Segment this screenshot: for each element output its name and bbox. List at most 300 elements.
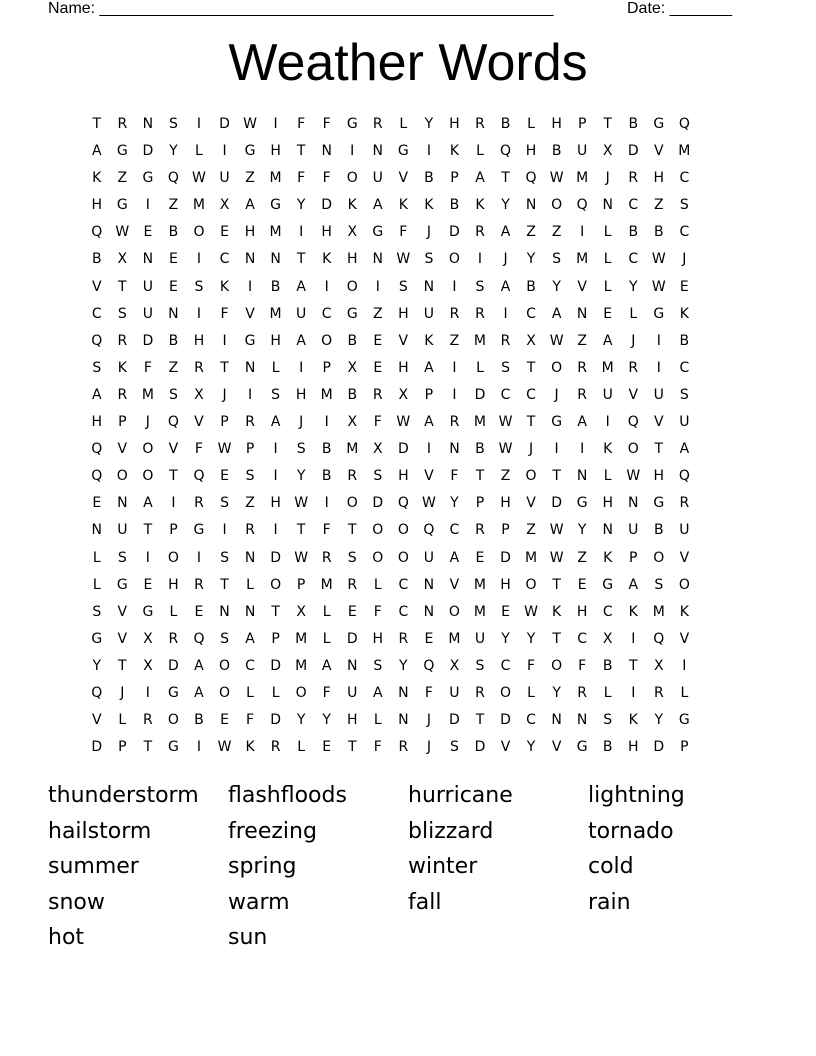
grid-letter: E [424,630,434,647]
grid-letter: T [501,170,510,187]
grid-letter: V [398,170,409,187]
grid-letter: Y [92,657,102,674]
grid-letter: P [577,116,587,132]
grid-letter: I [682,657,687,674]
grid-letter: I [196,116,202,132]
grid-letter: S [168,116,178,132]
grid-letter: Y [424,116,434,132]
grid-letter: I [196,305,202,322]
grid-letter: N [423,576,435,593]
grid-letter: N [398,712,409,729]
grid-letter: E [194,603,204,620]
grid-letter: C [500,657,511,674]
word-item: tornado [588,818,674,844]
grid-letter: V [551,739,562,756]
grid-letter: B [526,278,536,295]
grid-letter: O [116,468,128,485]
grid-letter: T [296,143,306,160]
grid-letter: Y [501,197,510,214]
grid-letter: B [500,116,511,132]
grid-letter: C [398,603,409,620]
grid-letter: X [602,630,613,647]
grid-letter: L [603,468,612,485]
grid-letter: I [580,441,585,458]
grid-letter: S [679,386,689,403]
grid-letter: C [602,603,613,620]
grid-letter: R [475,224,485,241]
grid-letter: G [193,522,205,539]
grid-letter: C [321,305,332,322]
grid-letter: G [576,739,588,756]
grid-letter: A [577,414,587,431]
grid-letter: Z [449,332,460,349]
word-item: sun [228,925,268,951]
grid-letter: F [143,359,152,376]
grid-letter: O [372,522,384,539]
grid-letter: G [397,143,409,160]
grid-letter: E [475,549,485,566]
grid-letter: B [91,251,102,268]
word-item: freezing [228,818,317,844]
grid-letter: M [601,359,614,376]
grid-letter: B [654,522,664,539]
grid-letter: Z [577,332,587,349]
grid-letter: C [91,305,102,322]
grid-letter: B [628,224,639,241]
grid-letter: U [653,386,664,403]
grid-letter: H [398,359,409,376]
grid-letter: T [271,603,280,620]
grid-letter: K [603,441,613,458]
grid-letter: B [321,441,332,458]
grid-letter: R [321,549,332,566]
grid-letter: V [628,386,639,403]
grid-letter: D [474,386,486,403]
grid-letter: R [628,359,639,376]
grid-letter: A [449,549,460,566]
grid-letter: H [602,495,613,512]
grid-letter: G [167,739,179,756]
grid-letter: O [678,576,690,593]
grid-letter: I [196,251,202,268]
grid-letter: X [398,386,409,403]
grid-row [84,520,697,547]
grid-letter: I [554,441,559,458]
grid-letter: G [653,116,665,132]
grid-row [84,331,697,358]
word-item: rain [588,889,631,915]
grid-letter: H [244,224,256,241]
grid-letter: S [220,630,229,647]
grid-letter: L [322,630,331,647]
grid-letter: I [426,143,431,160]
grid-row [84,548,697,575]
grid-letter: V [91,278,102,295]
grid-letter: N [525,197,537,214]
grid-letter: H [372,630,384,647]
word-item: warm [228,889,290,915]
grid-letter: S [501,359,510,376]
grid-letter: K [245,739,255,756]
grid-letter: W [115,224,130,241]
grid-letter: U [602,386,613,403]
grid-letter: Q [678,116,690,132]
grid-letter: L [603,251,612,268]
grid-letter: E [92,495,102,512]
grid-letter: R [245,414,255,431]
grid-letter: C [577,630,588,647]
grid-letter: M [295,657,308,674]
grid-letter: K [679,305,689,322]
grid-letter: W [243,116,257,132]
grid-letter: J [222,386,227,403]
grid-letter: M [141,386,154,403]
grid-letter: R [449,305,460,322]
grid-letter: S [117,305,127,322]
grid-row [84,656,697,683]
grid-letter: V [194,414,204,431]
grid-letter: D [500,549,511,566]
grid-letter: O [193,224,205,241]
grid-letter: S [475,278,485,295]
grid-letter: O [346,170,358,187]
grid-letter: J [426,224,431,241]
grid-letter: N [372,143,384,160]
grid-row [84,493,697,520]
grid-letter: T [526,414,536,431]
grid-letter: Z [245,170,255,187]
grid-letter: L [92,549,101,566]
grid-letter: G [116,143,128,160]
grid-letter: Y [450,495,459,512]
grid-letter: W [421,495,436,512]
grid-letter: M [576,251,589,268]
grid-letter: G [653,495,665,512]
grid-letter: U [679,414,690,431]
grid-letter: Q [193,468,205,485]
grid-letter: L [92,576,101,593]
grid-letter: H [295,386,307,403]
grid-letter: W [294,495,309,512]
grid-letter: I [196,739,202,756]
grid-letter: Q [167,414,179,431]
grid-letter: T [347,522,357,539]
grid-letter: T [220,359,229,376]
grid-letter: W [524,603,538,620]
grid-letter: W [651,251,666,268]
grid-letter: H [500,495,511,512]
grid-letter: F [220,305,229,322]
grid-letter: F [322,170,331,187]
grid-letter: U [219,170,230,187]
grid-letter: G [346,116,358,132]
grid-letter: B [551,143,562,160]
grid-letter: A [245,197,255,214]
grid-letter: I [145,549,150,566]
grid-letter: J [631,332,636,349]
grid-letter: Z [168,359,179,376]
grid-letter: H [91,414,103,431]
grid-letter: I [196,549,202,566]
grid-letter: L [476,359,484,376]
grid-letter: Q [423,522,435,539]
grid-letter: V [449,576,460,593]
grid-letter: Y [296,712,306,729]
word-item: lightning [588,783,685,808]
grid-letter: O [372,549,384,566]
grid-letter: V [424,468,434,485]
grid-letter: W [396,251,411,268]
grid-letter: A [143,495,153,512]
grid-row [84,602,697,629]
grid-letter: M [269,305,282,322]
grid-letter: U [423,305,434,322]
grid-letter: T [552,468,561,485]
grid-letter: B [347,386,358,403]
grid-letter: N [423,278,435,295]
grid-letter: R [449,414,460,431]
grid-letter: K [475,197,485,214]
grid-row [84,222,697,249]
grid-letter: M [192,197,205,214]
grid-letter: F [322,684,331,701]
grid-letter: F [373,739,382,756]
grid-letter: S [679,197,689,214]
grid-letter: A [270,414,281,431]
grid-letter: F [399,224,408,241]
grid-letter: A [602,332,613,349]
grid-letter: O [346,495,358,512]
grid-letter: J [503,251,508,268]
grid-letter: D [168,657,179,674]
grid-letter: R [577,684,588,701]
grid-letter: L [246,576,254,593]
grid-letter: M [576,170,589,187]
grid-letter: X [143,630,153,647]
grid-letter: N [219,603,230,620]
letter-grid [84,114,697,764]
grid-letter: R [245,522,255,539]
grid-letter: D [474,739,486,756]
grid-letter: I [273,522,278,539]
grid-letter: E [168,278,178,295]
grid-letter: K [628,712,638,729]
grid-letter: T [118,657,127,674]
grid-letter: G [372,224,384,241]
grid-letter: G [142,603,154,620]
grid-letter: F [373,414,382,431]
grid-letter: R [347,576,358,593]
grid-letter: H [653,170,665,187]
grid-letter: U [679,522,690,539]
grid-letter: I [247,386,253,403]
grid-letter: B [602,739,613,756]
grid-letter: T [654,441,664,458]
grid-letter: H [525,143,537,160]
grid-letter: S [168,386,178,403]
grid-letter: E [347,603,357,620]
grid-letter: W [192,170,206,187]
grid-letter: C [628,251,639,268]
grid-letter: F [194,441,203,458]
grid-letter: A [628,576,639,593]
grid-letter: G [116,197,128,214]
grid-row [84,114,697,141]
grid-letter: X [296,603,306,620]
grid-letter: P [271,630,280,647]
word-row [48,853,768,889]
grid-letter: R [143,712,153,729]
grid-letter: A [296,278,306,295]
grid-letter: Z [168,197,179,214]
grid-row [84,168,697,195]
grid-letter: G [346,305,358,322]
grid-letter: H [321,224,332,241]
grid-letter: U [628,522,639,539]
grid-letter: R [577,386,588,403]
grid-letter: P [680,739,689,756]
grid-letter: V [679,549,690,566]
grid-letter: X [117,251,128,268]
grid-letter: E [143,224,153,241]
grid-letter: E [577,576,587,593]
grid-letter: B [168,332,179,349]
grid-letter: G [142,170,154,187]
grid-letter: B [449,197,460,214]
word-item: hot [48,925,85,951]
grid-letter: O [270,576,282,593]
grid-letter: L [195,143,203,160]
grid-letter: T [169,468,178,485]
grid-letter: W [498,414,513,431]
grid-letter: K [628,603,638,620]
grid-letter: P [475,495,485,512]
grid-letter: R [577,359,588,376]
grid-letter: Z [117,170,128,187]
grid-letter: D [653,739,665,756]
grid-letter: Z [526,224,536,241]
grid-letter: A [245,630,255,647]
grid-letter: V [117,603,128,620]
grid-letter: X [219,197,230,214]
grid-letter: I [273,116,278,132]
grid-letter: T [143,739,153,756]
grid-letter: T [552,630,561,647]
grid-letter: Q [525,170,537,187]
grid-letter: I [605,414,610,431]
grid-letter: Q [500,143,512,160]
grid-letter: Q [91,441,103,458]
grid-letter: T [118,278,127,295]
grid-letter: I [145,684,150,701]
grid-letter: F [578,657,587,674]
grid-letter: I [299,359,304,376]
grid-letter: N [244,251,256,268]
grid-letter: J [426,739,431,756]
grid-letter: G [167,684,179,701]
grid-letter: M [346,441,359,458]
grid-letter: X [449,657,460,674]
grid-letter: G [91,630,103,647]
grid-letter: T [475,712,485,729]
grid-letter: M [269,170,282,187]
grid-letter: S [92,359,102,376]
grid-letter: R [398,739,409,756]
grid-row [84,304,697,331]
word-row [48,782,768,818]
grid-letter: Q [627,414,639,431]
grid-letter: A [373,197,383,214]
grid-letter: O [218,684,231,701]
grid-letter: O [525,468,537,485]
grid-letter: M [473,332,487,349]
grid-letter: I [452,359,457,376]
grid-letter: Y [526,251,536,268]
grid-letter: R [372,386,383,403]
word-row [48,818,768,854]
grid-letter: C [500,386,511,403]
grid-letter: F [322,522,331,539]
grid-letter: Q [397,495,409,512]
grid-letter: S [194,278,204,295]
grid-letter: N [398,684,409,701]
grid-letter: E [143,576,153,593]
grid-letter: S [220,549,229,566]
grid-row [84,385,697,412]
grid-letter: H [449,116,460,132]
grid-letter: E [603,305,613,322]
grid-letter: L [118,712,127,729]
grid-letter: Y [654,712,664,729]
grid-letter: J [529,441,534,458]
grid-letter: O [397,549,409,566]
grid-letter: H [576,603,588,620]
grid-row [84,195,697,222]
grid-letter: M [473,414,487,431]
grid-letter: T [92,116,102,132]
grid-letter: C [628,197,639,214]
grid-letter: W [294,549,309,566]
grid-letter: A [551,305,562,322]
grid-letter: G [602,576,614,593]
grid-letter: H [653,468,665,485]
grid-letter: Z [654,197,664,214]
grid-letter: D [142,332,154,349]
grid-letter: E [322,739,332,756]
grid-letter: M [678,143,691,160]
grid-letter: T [296,522,306,539]
grid-letter: A [679,441,690,458]
grid-letter: R [347,468,358,485]
grid-letter: I [631,684,636,701]
grid-letter: A [296,332,306,349]
grid-letter: S [296,441,306,458]
grid-letter: X [526,332,536,349]
grid-letter: C [526,305,536,322]
grid-letter: U [142,278,153,295]
grid-letter: S [552,251,562,268]
grid-letter: O [551,197,563,214]
grid-letter: Y [399,657,408,674]
grid-letter: Y [552,278,561,295]
grid-letter: E [220,224,229,241]
grid-letter: O [653,549,665,566]
grid-letter: N [270,251,281,268]
grid-letter: Y [577,522,587,539]
grid-letter: L [322,603,331,620]
grid-letter: N [372,251,384,268]
grid-row [84,412,697,439]
